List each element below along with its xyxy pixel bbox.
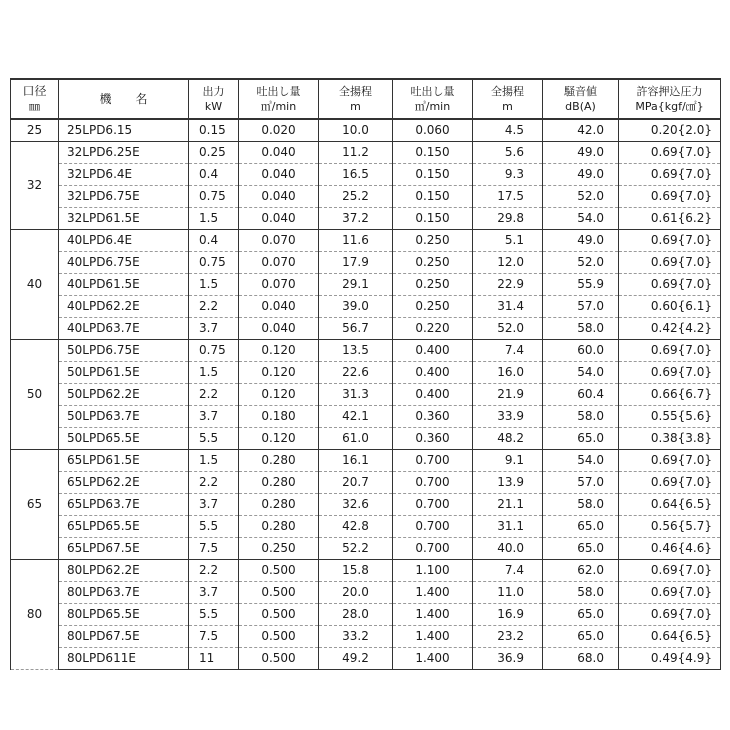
table-row: [11, 230, 721, 252]
cell-flow1: 0.250: [239, 538, 319, 560]
table-row: [11, 119, 721, 142]
cell-flow2: 0.150: [393, 186, 473, 208]
table-row: [11, 450, 721, 472]
cell-head2: 31.1: [473, 516, 543, 538]
cell-head2: 5.1: [473, 230, 543, 252]
cell-head1: 56.7: [319, 318, 393, 340]
header-output-unit: kW: [204, 100, 223, 113]
cell-flow1: 0.070: [239, 252, 319, 274]
cell-output: 1.5: [189, 274, 239, 296]
table-row: [11, 296, 721, 318]
cell-noise: 65.0: [543, 626, 619, 648]
cell-flow2: 1.100: [393, 560, 473, 582]
cell-flow2: 1.400: [393, 582, 473, 604]
cell-pressure: 0.66{6.7}: [619, 384, 721, 406]
header-pressure-label: 許容押込圧力: [636, 85, 703, 98]
cell-output: 0.75: [189, 252, 239, 274]
cell-model: 50LPD65.5E: [59, 428, 189, 450]
header-output-label: 出力: [202, 85, 225, 98]
cell-head2: 17.5: [473, 186, 543, 208]
cell-head2: 7.4: [473, 340, 543, 362]
header-flow2-unit: ㎥/min: [414, 100, 451, 113]
cell-noise: 60.0: [543, 340, 619, 362]
cell-pressure: 0.61{6.2}: [619, 208, 721, 230]
header-head2-label: 全揚程: [491, 85, 524, 98]
cell-flow2: 0.250: [393, 274, 473, 296]
cell-head2: 23.2: [473, 626, 543, 648]
cell-output: 0.25: [189, 142, 239, 164]
table-row: [11, 472, 721, 494]
cell-output: 3.7: [189, 318, 239, 340]
cell-head1: 32.6: [319, 494, 393, 516]
cell-output: 0.75: [189, 186, 239, 208]
cell-flow2: 0.700: [393, 538, 473, 560]
cell-head1: 15.8: [319, 560, 393, 582]
cell-output: 2.2: [189, 384, 239, 406]
cell-noise: 49.0: [543, 142, 619, 164]
cell-model: 80LPD63.7E: [59, 582, 189, 604]
cell-pressure: 0.55{5.6}: [619, 406, 721, 428]
cell-port: 80: [11, 560, 59, 670]
cell-noise: 65.0: [543, 428, 619, 450]
cell-flow1: 0.040: [239, 296, 319, 318]
cell-head1: 17.9: [319, 252, 393, 274]
cell-pressure: 0.69{7.0}: [619, 274, 721, 296]
cell-pressure: 0.69{7.0}: [619, 472, 721, 494]
cell-head2: 9.1: [473, 450, 543, 472]
cell-output: 2.2: [189, 560, 239, 582]
cell-port: 40: [11, 230, 59, 340]
cell-flow2: 1.400: [393, 604, 473, 626]
cell-pressure: 0.20{2.0}: [619, 119, 721, 142]
cell-noise: 58.0: [543, 318, 619, 340]
header-flow1-unit: ㎥/min: [260, 100, 297, 113]
cell-noise: 42.0: [543, 119, 619, 142]
cell-pressure: 0.69{7.0}: [619, 164, 721, 186]
cell-output: 1.5: [189, 450, 239, 472]
cell-noise: 58.0: [543, 582, 619, 604]
cell-model: 50LPD61.5E: [59, 362, 189, 384]
cell-model: 80LPD611E: [59, 648, 189, 670]
cell-output: 5.5: [189, 604, 239, 626]
table-row: [11, 494, 721, 516]
cell-output: 1.5: [189, 362, 239, 384]
cell-head1: 39.0: [319, 296, 393, 318]
cell-flow1: 0.120: [239, 340, 319, 362]
cell-head1: 11.6: [319, 230, 393, 252]
table-row: [11, 582, 721, 604]
cell-pressure: 0.56{5.7}: [619, 516, 721, 538]
cell-port: 50: [11, 340, 59, 450]
cell-output: 7.5: [189, 538, 239, 560]
table-row: [11, 186, 721, 208]
cell-model: 40LPD63.7E: [59, 318, 189, 340]
cell-head1: 61.0: [319, 428, 393, 450]
cell-head2: 21.9: [473, 384, 543, 406]
cell-flow1: 0.180: [239, 406, 319, 428]
cell-output: 3.7: [189, 494, 239, 516]
table-row: [11, 208, 721, 230]
table-row: [11, 428, 721, 450]
cell-head2: 22.9: [473, 274, 543, 296]
cell-noise: 58.0: [543, 406, 619, 428]
header-flow2-label: 吐出し量: [410, 85, 455, 98]
header-noise-unit: dB(A): [565, 100, 596, 113]
cell-head2: 7.4: [473, 560, 543, 582]
cell-model: 80LPD65.5E: [59, 604, 189, 626]
cell-port: 32: [11, 142, 59, 230]
cell-flow2: 1.400: [393, 648, 473, 670]
cell-flow1: 0.280: [239, 472, 319, 494]
cell-head1: 28.0: [319, 604, 393, 626]
cell-flow2: 0.700: [393, 516, 473, 538]
cell-head2: 52.0: [473, 318, 543, 340]
cell-model: 32LPD6.75E: [59, 186, 189, 208]
cell-output: 3.7: [189, 406, 239, 428]
cell-flow2: 0.250: [393, 296, 473, 318]
cell-head1: 29.1: [319, 274, 393, 296]
cell-head2: 31.4: [473, 296, 543, 318]
cell-model: 50LPD63.7E: [59, 406, 189, 428]
cell-pressure: 0.60{6.1}: [619, 296, 721, 318]
cell-flow1: 0.500: [239, 560, 319, 582]
header-head2-unit: m: [502, 100, 513, 113]
header-noise: [543, 79, 619, 119]
cell-head2: 4.5: [473, 119, 543, 142]
cell-head2: 21.1: [473, 494, 543, 516]
table-row: [11, 604, 721, 626]
cell-head1: 25.2: [319, 186, 393, 208]
cell-pressure: 0.69{7.0}: [619, 560, 721, 582]
cell-noise: 65.0: [543, 604, 619, 626]
cell-head1: 16.5: [319, 164, 393, 186]
cell-noise: 57.0: [543, 472, 619, 494]
cell-flow1: 0.070: [239, 274, 319, 296]
cell-flow2: 0.250: [393, 252, 473, 274]
cell-flow2: 0.060: [393, 119, 473, 142]
cell-flow2: 0.700: [393, 494, 473, 516]
header-pressure-unit: MPa{kgf/㎠}: [635, 100, 704, 113]
header-noise-label: 騒音値: [564, 85, 597, 98]
cell-flow1: 0.280: [239, 516, 319, 538]
table-row: [11, 516, 721, 538]
table-row: [11, 362, 721, 384]
table-row: [11, 252, 721, 274]
cell-output: 1.5: [189, 208, 239, 230]
cell-pressure: 0.42{4.2}: [619, 318, 721, 340]
cell-head2: 12.0: [473, 252, 543, 274]
cell-head1: 42.8: [319, 516, 393, 538]
cell-noise: 62.0: [543, 560, 619, 582]
cell-model: 65LPD67.5E: [59, 538, 189, 560]
cell-head2: 36.9: [473, 648, 543, 670]
table-row: [11, 648, 721, 670]
cell-flow1: 0.280: [239, 450, 319, 472]
cell-noise: 65.0: [543, 516, 619, 538]
cell-flow2: 1.400: [393, 626, 473, 648]
cell-flow1: 0.020: [239, 119, 319, 142]
cell-flow2: 0.360: [393, 406, 473, 428]
cell-head1: 31.3: [319, 384, 393, 406]
cell-flow2: 0.700: [393, 472, 473, 494]
cell-head2: 5.6: [473, 142, 543, 164]
cell-head1: 33.2: [319, 626, 393, 648]
table-row: [11, 538, 721, 560]
cell-pressure: 0.64{6.5}: [619, 626, 721, 648]
cell-flow1: 0.500: [239, 604, 319, 626]
cell-output: 2.2: [189, 296, 239, 318]
cell-head2: 33.9: [473, 406, 543, 428]
cell-model: 80LPD67.5E: [59, 626, 189, 648]
cell-noise: 54.0: [543, 362, 619, 384]
cell-pressure: 0.69{7.0}: [619, 362, 721, 384]
header-head1: [319, 79, 393, 119]
cell-noise: 52.0: [543, 186, 619, 208]
header-head2: [473, 79, 543, 119]
cell-model: 40LPD6.75E: [59, 252, 189, 274]
cell-flow2: 0.150: [393, 208, 473, 230]
cell-flow1: 0.120: [239, 384, 319, 406]
cell-noise: 52.0: [543, 252, 619, 274]
cell-flow1: 0.040: [239, 164, 319, 186]
cell-model: 65LPD61.5E: [59, 450, 189, 472]
header-pressure: [619, 79, 721, 119]
cell-head1: 13.5: [319, 340, 393, 362]
cell-flow2: 0.250: [393, 230, 473, 252]
cell-head1: 22.6: [319, 362, 393, 384]
cell-model: 50LPD6.75E: [59, 340, 189, 362]
cell-noise: 65.0: [543, 538, 619, 560]
cell-flow1: 0.040: [239, 318, 319, 340]
cell-noise: 60.4: [543, 384, 619, 406]
cell-pressure: 0.69{7.0}: [619, 230, 721, 252]
table-row: [11, 560, 721, 582]
cell-pressure: 0.38{3.8}: [619, 428, 721, 450]
cell-noise: 54.0: [543, 450, 619, 472]
header-head1-label: 全揚程: [339, 85, 372, 98]
cell-head1: 20.0: [319, 582, 393, 604]
cell-head1: 20.7: [319, 472, 393, 494]
cell-noise: 49.0: [543, 230, 619, 252]
cell-flow2: 0.700: [393, 450, 473, 472]
cell-noise: 58.0: [543, 494, 619, 516]
cell-output: 0.75: [189, 340, 239, 362]
table-row: [11, 142, 721, 164]
cell-model: 32LPD61.5E: [59, 208, 189, 230]
cell-pressure: 0.69{7.0}: [619, 582, 721, 604]
cell-head2: 16.9: [473, 604, 543, 626]
cell-flow1: 0.500: [239, 648, 319, 670]
cell-head2: 11.0: [473, 582, 543, 604]
table-row: [11, 384, 721, 406]
table-row: [11, 164, 721, 186]
header-flow1: [239, 79, 319, 119]
cell-pressure: 0.69{7.0}: [619, 450, 721, 472]
header-flow2: [393, 79, 473, 119]
cell-model: 40LPD62.2E: [59, 296, 189, 318]
table-row: [11, 340, 721, 362]
cell-head2: 9.3: [473, 164, 543, 186]
table-row: [11, 318, 721, 340]
cell-port: 65: [11, 450, 59, 560]
cell-output: 0.4: [189, 230, 239, 252]
header-port: [11, 79, 59, 119]
cell-model: 65LPD63.7E: [59, 494, 189, 516]
cell-head1: 42.1: [319, 406, 393, 428]
table-row: [11, 406, 721, 428]
cell-head1: 10.0: [319, 119, 393, 142]
cell-noise: 68.0: [543, 648, 619, 670]
cell-output: 0.15: [189, 119, 239, 142]
cell-output: 0.4: [189, 164, 239, 186]
cell-model: 50LPD62.2E: [59, 384, 189, 406]
header-port-unit: ㎜: [29, 100, 40, 113]
cell-model: 80LPD62.2E: [59, 560, 189, 582]
cell-head2: 48.2: [473, 428, 543, 450]
table-row: [11, 274, 721, 296]
cell-flow2: 0.220: [393, 318, 473, 340]
cell-model: 32LPD6.25E: [59, 142, 189, 164]
cell-head1: 16.1: [319, 450, 393, 472]
header-output: [189, 79, 239, 119]
cell-flow1: 0.040: [239, 186, 319, 208]
cell-pressure: 0.64{6.5}: [619, 494, 721, 516]
header-head1-unit: m: [350, 100, 361, 113]
header-model-label: 機 名: [99, 91, 148, 106]
cell-pressure: 0.69{7.0}: [619, 186, 721, 208]
cell-model: 65LPD62.2E: [59, 472, 189, 494]
cell-pressure: 0.69{7.0}: [619, 252, 721, 274]
cell-model: 65LPD65.5E: [59, 516, 189, 538]
cell-flow1: 0.040: [239, 142, 319, 164]
cell-flow1: 0.120: [239, 362, 319, 384]
cell-head2: 13.9: [473, 472, 543, 494]
cell-flow2: 0.400: [393, 384, 473, 406]
cell-pressure: 0.69{7.0}: [619, 340, 721, 362]
cell-flow1: 0.500: [239, 626, 319, 648]
cell-head1: 49.2: [319, 648, 393, 670]
cell-head2: 29.8: [473, 208, 543, 230]
cell-flow1: 0.280: [239, 494, 319, 516]
cell-flow1: 0.040: [239, 208, 319, 230]
cell-flow1: 0.070: [239, 230, 319, 252]
cell-pressure: 0.49{4.9}: [619, 648, 721, 670]
header-row: [11, 79, 721, 119]
cell-flow1: 0.120: [239, 428, 319, 450]
pump-spec-table: [10, 78, 721, 670]
cell-output: 5.5: [189, 428, 239, 450]
header-flow1-label: 吐出し量: [256, 85, 301, 98]
cell-noise: 55.9: [543, 274, 619, 296]
cell-pressure: 0.46{4.6}: [619, 538, 721, 560]
cell-port: 25: [11, 119, 59, 142]
cell-head1: 52.2: [319, 538, 393, 560]
cell-output: 3.7: [189, 582, 239, 604]
cell-model: 40LPD6.4E: [59, 230, 189, 252]
cell-flow2: 0.400: [393, 340, 473, 362]
cell-output: 5.5: [189, 516, 239, 538]
cell-output: 2.2: [189, 472, 239, 494]
cell-pressure: 0.69{7.0}: [619, 604, 721, 626]
cell-head2: 40.0: [473, 538, 543, 560]
cell-flow2: 0.150: [393, 164, 473, 186]
header-port-label: 口径: [22, 84, 47, 98]
cell-head1: 11.2: [319, 142, 393, 164]
table-body: [11, 119, 721, 670]
cell-flow2: 0.400: [393, 362, 473, 384]
cell-noise: 54.0: [543, 208, 619, 230]
cell-head1: 37.2: [319, 208, 393, 230]
cell-model: 40LPD61.5E: [59, 274, 189, 296]
cell-flow1: 0.500: [239, 582, 319, 604]
cell-output: 11: [189, 648, 239, 670]
cell-output: 7.5: [189, 626, 239, 648]
table-row: [11, 626, 721, 648]
cell-noise: 49.0: [543, 164, 619, 186]
cell-pressure: 0.69{7.0}: [619, 142, 721, 164]
cell-head2: 16.0: [473, 362, 543, 384]
cell-flow2: 0.360: [393, 428, 473, 450]
header-model: [59, 79, 189, 119]
cell-model: 32LPD6.4E: [59, 164, 189, 186]
cell-flow2: 0.150: [393, 142, 473, 164]
cell-noise: 57.0: [543, 296, 619, 318]
cell-model: 25LPD6.15: [59, 119, 189, 142]
